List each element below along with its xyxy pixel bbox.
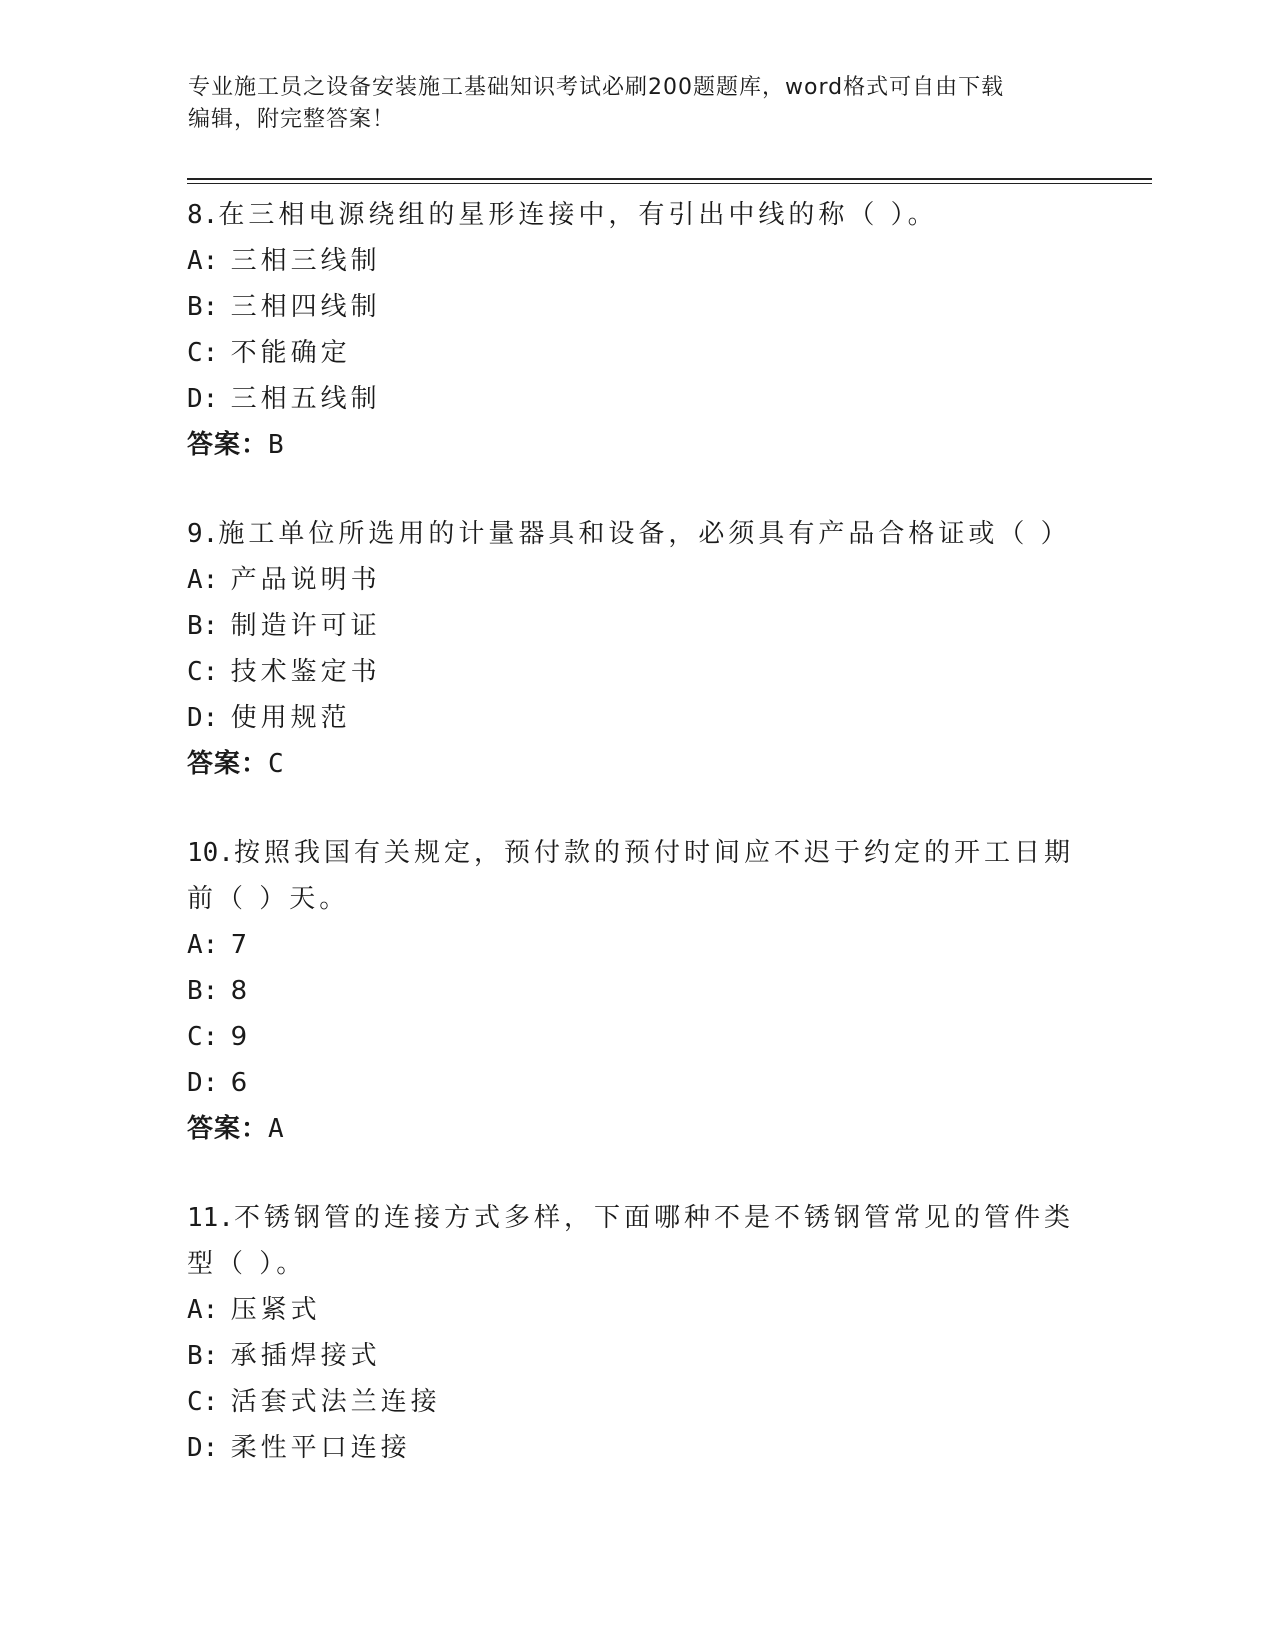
option-a (187, 557, 1087, 603)
option-text: 6 (230, 1068, 252, 1098)
answer-label: 答案： (187, 749, 269, 779)
option-d (187, 1060, 1087, 1106)
question-stem: 按照我国有关规定，预付款的预付时间应不迟于约定的开工日期前（ ）天。 (187, 838, 1074, 914)
option-key: B: (187, 611, 219, 641)
answer-line (187, 741, 1087, 787)
question-number: 10. (187, 838, 234, 868)
option-key: B: (187, 1341, 219, 1371)
option-key: C: (187, 1022, 219, 1052)
question-stem: 不锈钢管的连接方式多样，下面哪种不是不锈钢管常见的管件类型（ ）。 (187, 1203, 1074, 1279)
option-c (187, 649, 1087, 695)
option-a (187, 238, 1087, 284)
question-number: 8. (187, 200, 219, 230)
option-key: A: (187, 1295, 219, 1325)
option-text: 压紧式 (230, 1295, 321, 1325)
question-stem: 在三相电源绕组的星形连接中，有引出中线的称（ ）。 (218, 200, 938, 230)
answer-line (187, 422, 1087, 468)
question-number: 11. (187, 1203, 234, 1233)
option-text: 使用规范 (230, 703, 351, 733)
option-key: D: (187, 1433, 219, 1463)
option-key: A: (187, 930, 219, 960)
question-list (187, 192, 1087, 1514)
option-key: D: (187, 384, 219, 414)
option-d (187, 376, 1087, 422)
option-text: 三相四线制 (230, 292, 381, 322)
question-10 (187, 830, 1087, 1152)
option-b (187, 603, 1087, 649)
option-key: D: (187, 703, 219, 733)
option-key: A: (187, 246, 219, 276)
answer-label: 答案： (187, 1114, 269, 1144)
document-header (188, 72, 1088, 136)
option-b (187, 968, 1087, 1014)
option-key: C: (187, 657, 219, 687)
answer-label: 答案： (187, 430, 269, 460)
question-number: 9. (187, 519, 219, 549)
answer-value: B (268, 430, 285, 460)
option-text: 不能确定 (230, 338, 351, 368)
question-stem: 施工单位所选用的计量器具和设备，必须具有产品合格证或（ ） (218, 519, 1071, 549)
answer-line (187, 1106, 1087, 1152)
option-key: A: (187, 565, 219, 595)
option-text: 技术鉴定书 (230, 657, 381, 687)
header-title-line2: 编辑，附完整答案！ (188, 107, 396, 132)
option-text: 产品说明书 (230, 565, 381, 595)
option-text: 7 (230, 930, 252, 960)
header-divider-thin (187, 183, 1152, 184)
option-c (187, 1379, 1087, 1425)
option-c (187, 1014, 1087, 1060)
header-divider-thick (187, 178, 1152, 180)
option-text: 9 (230, 1022, 252, 1052)
question-11 (187, 1195, 1087, 1471)
option-text: 柔性平口连接 (230, 1433, 411, 1463)
option-b (187, 284, 1087, 330)
option-d (187, 695, 1087, 741)
answer-value: C (268, 749, 285, 779)
option-text: 8 (230, 976, 252, 1006)
option-a (187, 1287, 1087, 1333)
option-key: B: (187, 976, 219, 1006)
question-8 (187, 192, 1087, 468)
option-key: D: (187, 1068, 219, 1098)
option-b (187, 1333, 1087, 1379)
option-key: B: (187, 292, 219, 322)
question-text (187, 1195, 1087, 1287)
option-key: C: (187, 1387, 219, 1417)
option-text: 活套式法兰连接 (230, 1387, 441, 1417)
option-text: 承插焊接式 (230, 1341, 381, 1371)
option-text: 制造许可证 (230, 611, 381, 641)
question-text (187, 830, 1087, 922)
option-text: 三相三线制 (230, 246, 381, 276)
header-title-line1: 专业施工员之设备安装施工基础知识考试必刷200题题库，word格式可自由下载 (188, 75, 1005, 100)
option-a (187, 922, 1087, 968)
option-text: 三相五线制 (230, 384, 381, 414)
question-9 (187, 511, 1087, 787)
option-d (187, 1425, 1087, 1471)
answer-value: A (268, 1114, 285, 1144)
question-text (187, 511, 1087, 557)
option-c (187, 330, 1087, 376)
question-text (187, 192, 1087, 238)
option-key: C: (187, 338, 219, 368)
